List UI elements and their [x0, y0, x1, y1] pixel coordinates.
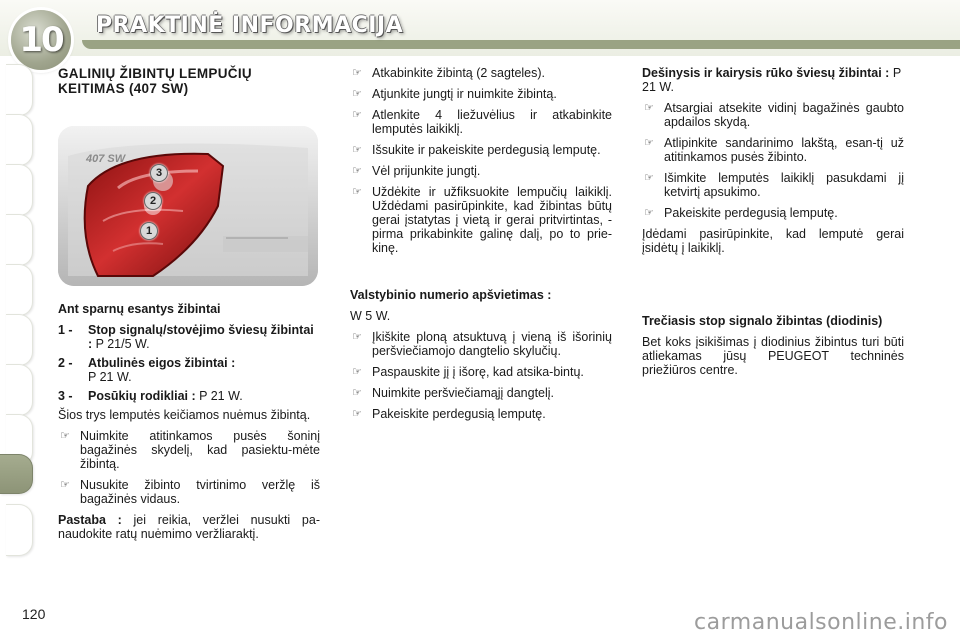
callout-1: 1 — [140, 222, 158, 240]
callout-3: 3 — [150, 164, 168, 182]
pointing-hand-icon: ☞ — [352, 366, 362, 378]
pointing-hand-icon: ☞ — [60, 430, 70, 442]
list-item — [58, 478, 320, 506]
list-item — [350, 143, 612, 157]
bullet-text: Pakeiskite perdegusią lemputę. — [664, 206, 838, 220]
chapter-tab[interactable] — [6, 314, 33, 366]
third-stop-title: Trečiasis stop signalo žibintas (diodinis) — [642, 314, 883, 328]
bullet-text: Nusukite žibinto tvirtinimo veržlę iš bagažinės vidaus. — [80, 478, 320, 506]
watermark: carmanualsonline.info — [694, 610, 948, 635]
middle-column — [350, 66, 612, 428]
bullet-text: Pakeiskite perdegusią lemputę. — [372, 407, 546, 421]
pastaba-text: jei reikia, veržlei nusukti pa-naudokite ratų nuėmimo veržliaraktį. — [58, 513, 320, 541]
list-item — [58, 389, 320, 403]
chapter-tab-active[interactable] — [0, 454, 33, 494]
fog-light-title: Dešinysis ir kairysis rūko šviesų žibintai : — [642, 66, 890, 80]
list-item — [642, 101, 904, 129]
bullet-text: Paspauskite jį į išorę, kad atsika-bintų. — [372, 365, 584, 379]
bullet-text: Išsukite ir pakeiskite perdegusią lemputę. — [372, 143, 601, 157]
list-item — [642, 171, 904, 199]
pointing-hand-icon: ☞ — [352, 144, 362, 156]
bullet-text: Atlenkite 4 liežuvėlius ir atkabinkite lemputės laikiklį. — [372, 108, 612, 136]
chapter-tab[interactable] — [6, 114, 33, 166]
list-item — [350, 108, 612, 136]
item-value: P 21 W. — [195, 389, 243, 403]
list-item — [350, 185, 612, 255]
right-column — [642, 66, 904, 384]
bullet-text: Uždėkite ir užfiksuokite lempučių laikiklį. Uždėdami pasirūpinkite, kad žibintas būtų gerai įstatytas į vietą ir gerai pritvirtintas, - pirma prikabinkite galinę dalį, po to prie-kinę. — [372, 185, 612, 255]
pointing-hand-icon: ☞ — [352, 331, 362, 343]
item-number: 2 - — [58, 356, 73, 370]
list-item — [58, 356, 320, 384]
list-item — [58, 323, 320, 351]
section-title: GALINIŲ ŽIBINTŲ LEMPUČIŲ KEITIMAS (407 SW) — [58, 66, 252, 96]
item-label: Stop signalų/stovėjimo šviesų žibintai : — [88, 323, 314, 351]
model-badge: 407 SW — [86, 153, 126, 165]
fog-light-heading — [642, 66, 904, 94]
bullet-text: Įkiškite ploną atsuktuvą į vieną iš išorinių peršviečiamojo dangtelio skylučių. — [372, 330, 612, 358]
chapter-tab-strip — [0, 64, 36, 574]
pointing-hand-icon: ☞ — [352, 88, 362, 100]
note-text: Šios trys lemputės keičiamos nuėmus žibintą. — [58, 408, 311, 422]
item-label: Posūkių rodikliai : — [88, 389, 196, 403]
list-item — [350, 87, 612, 101]
bullet-text: Atjunkite jungtį ir nuimkite žibintą. — [372, 87, 557, 101]
list-item — [642, 136, 904, 164]
pastaba-note — [58, 513, 320, 541]
chapter-tab[interactable] — [6, 504, 33, 556]
pointing-hand-icon: ☞ — [644, 137, 654, 149]
pointing-hand-icon: ☞ — [352, 67, 362, 79]
spacer — [642, 262, 904, 314]
pointing-hand-icon: ☞ — [644, 172, 654, 184]
taillight-illustration — [58, 126, 318, 286]
fog-light-note: Įdėdami pasirūpinkite, kad lemputė gerai įsidėtų į laikiklį. — [642, 227, 904, 255]
plate-light-value: W 5 W. — [350, 309, 391, 323]
chapter-tab[interactable] — [6, 264, 33, 316]
pointing-hand-icon: ☞ — [60, 479, 70, 491]
item-value: P 21/5 W. — [92, 337, 150, 351]
bullet-text: Atsargiai atsekite vidinį bagažinės gaubto apdailos skydą. — [664, 101, 904, 129]
plate-light-title: Valstybinio numerio apšvietimas : — [350, 288, 552, 302]
pointing-hand-icon: ☞ — [352, 186, 362, 198]
chapter-badge — [11, 10, 71, 70]
list-item — [350, 330, 612, 358]
bullet-text: Vėl prijunkite jungtį. — [372, 164, 481, 178]
list-item — [350, 164, 612, 178]
bullet-text: Nuimkite peršviečiamąjį dangtelį. — [372, 386, 555, 400]
pointing-hand-icon: ☞ — [644, 102, 654, 114]
third-stop-text: Bet koks įsikišimas į diodinius žibintus turi būti atliekamas jūsų PEUGEOT techninės priežiūros centre. — [642, 335, 904, 377]
pointing-hand-icon: ☞ — [644, 207, 654, 219]
list-item — [350, 66, 612, 80]
chapter-tab[interactable] — [6, 364, 33, 416]
pointing-hand-icon: ☞ — [352, 408, 362, 420]
item-value: P 21 W. — [88, 370, 132, 384]
bullet-text: Atlipinkite sandarinimo lakštą, esan-tį už atitinkamos pusės žibinto. — [664, 136, 904, 164]
list-item — [58, 429, 320, 471]
page-number: 120 — [22, 606, 46, 622]
list-item — [350, 407, 612, 421]
chapter-tab[interactable] — [6, 164, 33, 216]
bullet-text: Išimkite lemputės laikiklį pasukdami jį ketvirtį apsukimo. — [664, 171, 904, 199]
list-item — [350, 386, 612, 400]
list-item — [350, 365, 612, 379]
chapter-number: 10 — [19, 20, 63, 60]
item-number: 1 - — [58, 323, 73, 337]
list-item — [642, 206, 904, 220]
pointing-hand-icon: ☞ — [352, 109, 362, 121]
bullet-text: Nuimkite atitinkamos pusės šoninį bagažinės skydelį, kad pasiektu-mėte žibintą. — [80, 429, 320, 471]
taillight-drawing — [58, 126, 318, 286]
bullet-text: Atkabinkite žibintą (2 sagteles). — [372, 66, 546, 80]
callout-2: 2 — [144, 192, 162, 210]
pointing-hand-icon: ☞ — [352, 165, 362, 177]
header-underline — [82, 40, 960, 49]
item-number: 3 - — [58, 389, 73, 403]
page-title: PRAKTINĖ INFORMACIJA — [96, 13, 404, 38]
item-label: Atbulinės eigos žibintai : — [88, 356, 236, 370]
pointing-hand-icon: ☞ — [352, 387, 362, 399]
subhead-wing-lamps: Ant sparnų esantys žibintai — [58, 302, 221, 316]
spacer — [350, 262, 612, 288]
pastaba-label: Pastaba : — [58, 513, 122, 527]
fog-light-value: P 21 W. — [642, 66, 901, 94]
left-column — [58, 66, 320, 548]
chapter-tab[interactable] — [6, 64, 33, 116]
chapter-tab[interactable] — [6, 214, 33, 266]
